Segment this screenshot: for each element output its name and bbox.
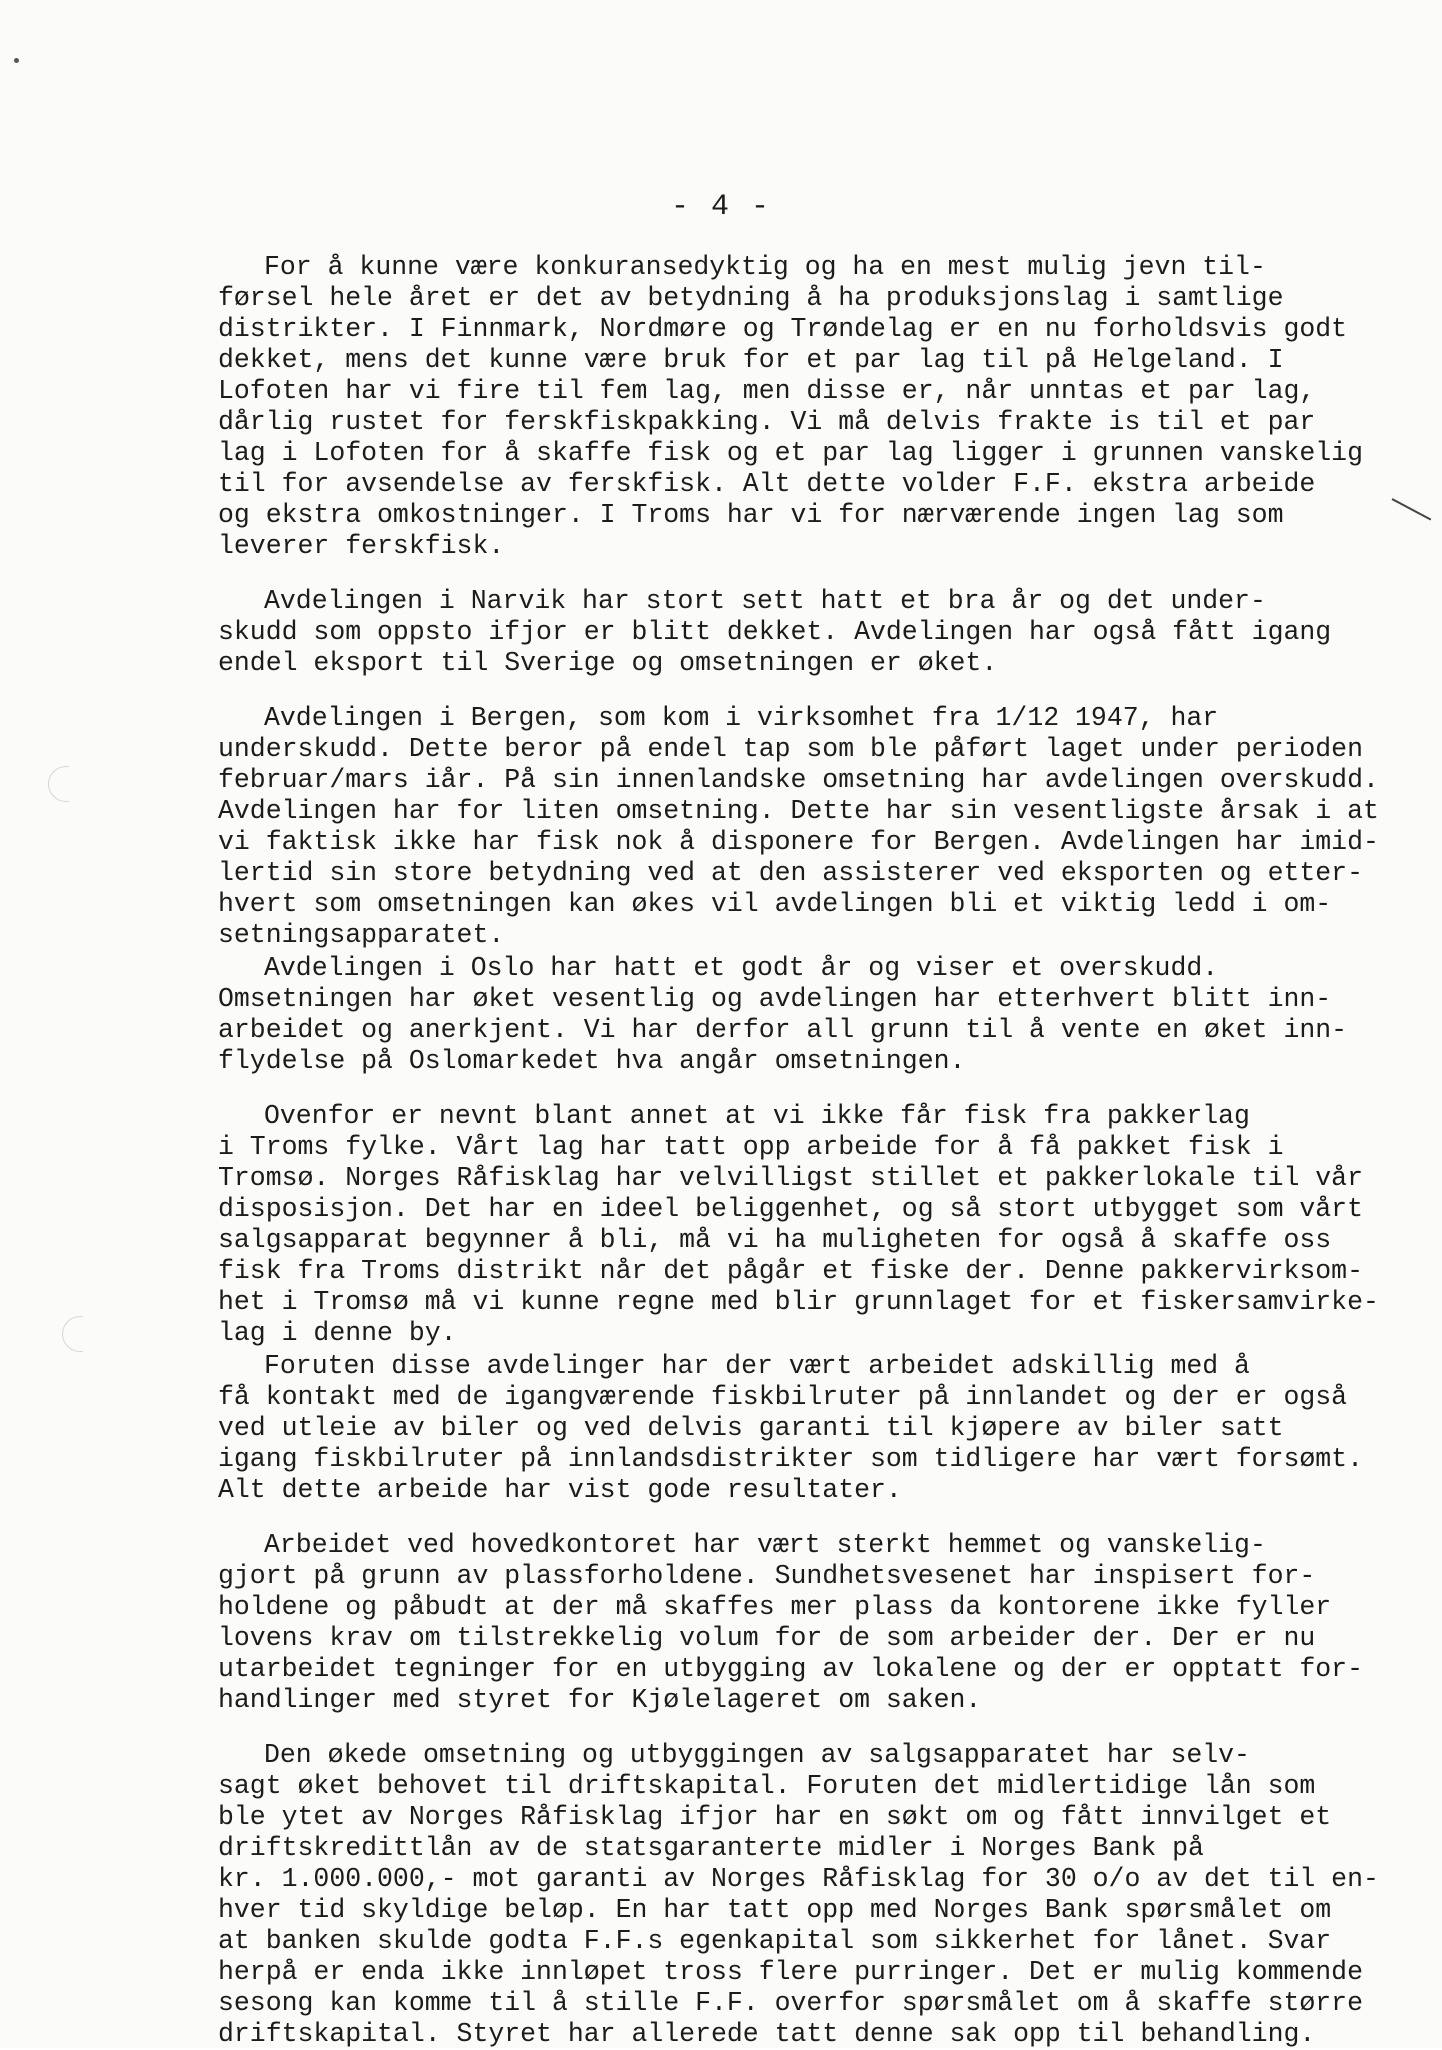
- text-line: førsel hele året er det av betydning å ha produksjonslag i samtlige: [218, 283, 1284, 313]
- paragraph-narvik: [218, 586, 1396, 679]
- text-line: flydelse på Oslomarkedet hva angår omsetningen.: [218, 1046, 966, 1076]
- document-body: [218, 252, 1396, 2050]
- text-line: i Troms fylke. Vårt lag har tatt opp arbeide for å få pakket fisk i: [218, 1132, 1284, 1162]
- paragraph-working-capital: [218, 1740, 1396, 2050]
- text-line: og ekstra omkostninger. I Troms har vi for nærværende ingen lag som: [218, 500, 1284, 530]
- text-line: fisk fra Troms distrikt når det pågår et fiske der. Denne pakkervirksom-: [218, 1256, 1363, 1286]
- text-line: hver tid skyldige beløp. En har tatt opp med Norges Bank spørsmålet om: [218, 1895, 1332, 1925]
- text-line: lag i denne by.: [218, 1318, 457, 1348]
- text-line: igang fiskbilruter på innlandsdistrikter som tidligere har vært forsømt.: [218, 1444, 1363, 1474]
- text-line: salgsapparat begynner å bli, må vi ha muligheten for også å skaffe oss: [218, 1225, 1332, 1255]
- text-line: ble ytet av Norges Råfisklag ifjor har en søkt om og fått innvilget et: [218, 1802, 1332, 1832]
- text-line: dårlig rustet for ferskfiskpakking. Vi må delvis frakte is til et par: [218, 407, 1316, 437]
- margin-pencil-mark: [1392, 498, 1432, 520]
- text-line: disposisjon. Det har en ideel beliggenhet, og så stort utbygget som vårt: [218, 1194, 1363, 1224]
- text-line: het i Tromsø må vi kunne regne med blir grunnlaget for et fiskersamvirke-: [218, 1287, 1379, 1317]
- text-line: For å kunne være konkuransedyktig og ha en mest mulig jevn til-: [264, 252, 1266, 282]
- paragraph-tromso: [218, 1101, 1396, 1349]
- text-line: kr. 1.000.000,- mot garanti av Norges Råfisklag for 30 o/o av det til en-: [218, 1864, 1379, 1894]
- text-line: setningsapparatet.: [218, 920, 505, 950]
- text-line: ved utleie av biler og ved delvis garanti til kjøpere av biler satt: [218, 1413, 1284, 1443]
- paragraph-production-teams: [218, 252, 1396, 562]
- paragraph-fish-truck-routes: [218, 1351, 1396, 1506]
- text-line: Lofoten har vi fire til fem lag, men disse er, når unntas et par lag,: [218, 376, 1316, 406]
- text-line: Tromsø. Norges Råfisklag har velvilligst stillet et pakkerlokale til vår: [218, 1163, 1363, 1193]
- text-line: hvert som omsetningen kan økes vil avdelingen bli et viktig ledd i om-: [218, 889, 1332, 919]
- text-line: sesong kan komme til å stille F.F. overfor spørsmålet om å skaffe større: [218, 1988, 1363, 2018]
- text-line: arbeidet og anerkjent. Vi har derfor all grunn til å vente en øket inn-: [218, 1015, 1348, 1045]
- text-line: endel eksport til Sverige og omsetningen er øket.: [218, 648, 998, 678]
- text-line: holdene og påbudt at der må skaffes mer plass da kontorene ikke fyller: [218, 1592, 1332, 1622]
- paragraph-head-office: [218, 1530, 1396, 1716]
- text-line: lag i Lofoten for å skaffe fisk og et par lag ligger i grunnen vanskelig: [218, 438, 1363, 468]
- text-line: Alt dette arbeide har vist gode resultater.: [218, 1475, 902, 1505]
- text-line: Ovenfor er nevnt blant annet at vi ikke får fisk fra pakkerlag: [264, 1101, 1250, 1131]
- text-line: gjort på grunn av plassforholdene. Sundhetsvesenet har inspisert for-: [218, 1561, 1316, 1591]
- text-line: sagt øket behovet til driftskapital. Foruten det midlertidige lån som: [218, 1771, 1316, 1801]
- punch-hole-mark: [62, 1316, 83, 1352]
- text-line: til for avsendelse av ferskfisk. Alt dette volder F.F. ekstra arbeide: [218, 469, 1316, 499]
- text-line: få kontakt med de igangværende fiskbilruter på innlandet og der er også: [218, 1382, 1348, 1412]
- text-line: utarbeidet tegninger for en utbygging av lokalene og der er opptatt for-: [218, 1654, 1363, 1684]
- text-line: Avdelingen i Narvik har stort sett hatt et bra år og det under-: [264, 586, 1266, 616]
- text-line: februar/mars iår. På sin innenlandske omsetning har avdelingen overskudd.: [218, 765, 1379, 795]
- text-line: Foruten disse avdelinger har der vært arbeidet adskillig med å: [264, 1351, 1250, 1381]
- text-line: driftskapital. Styret har allerede tatt denne sak opp til behandling.: [218, 2019, 1316, 2049]
- text-line: lovens krav om tilstrekkelig volum for de som arbeider der. Der er nu: [218, 1623, 1316, 1653]
- paragraph-bergen: [218, 703, 1396, 951]
- text-line: underskudd. Dette beror på endel tap som ble påført laget under perioden: [218, 734, 1363, 764]
- text-line: dekket, mens det kunne være bruk for et par lag til på Helgeland. I: [218, 345, 1284, 375]
- text-line: leverer ferskfisk.: [218, 531, 505, 561]
- text-line: handlinger med styret for Kjølelageret om saken.: [218, 1685, 982, 1715]
- text-line: skudd som oppsto ifjor er blitt dekket. Avdelingen har også fått igang: [218, 617, 1332, 647]
- paragraph-oslo: [218, 953, 1396, 1077]
- punch-hole-mark: [48, 766, 69, 802]
- text-line: Avdelingen i Oslo har hatt et godt år og viser et overskudd.: [264, 953, 1219, 983]
- text-line: herpå er enda ikke innløpet tross flere purringer. Det er mulig kommende: [218, 1957, 1363, 1987]
- text-line: Arbeidet ved hovedkontoret har vært sterkt hemmet og vanskelig-: [264, 1530, 1266, 1560]
- text-line: at banken skulde godta F.F.s egenkapital som sikkerhet for lånet. Svar: [218, 1926, 1332, 1956]
- page-number: - 4 -: [670, 190, 771, 224]
- text-line: lertid sin store betydning ved at den assisterer ved eksporten og etter-: [218, 858, 1363, 888]
- text-line: Avdelingen i Bergen, som kom i virksomhet fra 1/12 1947, har: [264, 703, 1219, 733]
- text-line: Avdelingen har for liten omsetning. Dette har sin vesentligste årsak i at: [218, 796, 1379, 826]
- text-line: Omsetningen har øket vesentlig og avdelingen har etterhvert blitt inn-: [218, 984, 1332, 1014]
- text-line: distrikter. I Finnmark, Nordmøre og Trøndelag er en nu forholdsvis godt: [218, 314, 1348, 344]
- text-line: Den økede omsetning og utbyggingen av salgsapparatet har selv-: [264, 1740, 1250, 1770]
- ink-dot: [14, 58, 19, 63]
- text-line: driftskredittlån av de statsgaranterte midler i Norges Bank på: [218, 1833, 1204, 1863]
- text-line: vi faktisk ikke har fisk nok å disponere for Bergen. Avdelingen har imid-: [218, 827, 1379, 857]
